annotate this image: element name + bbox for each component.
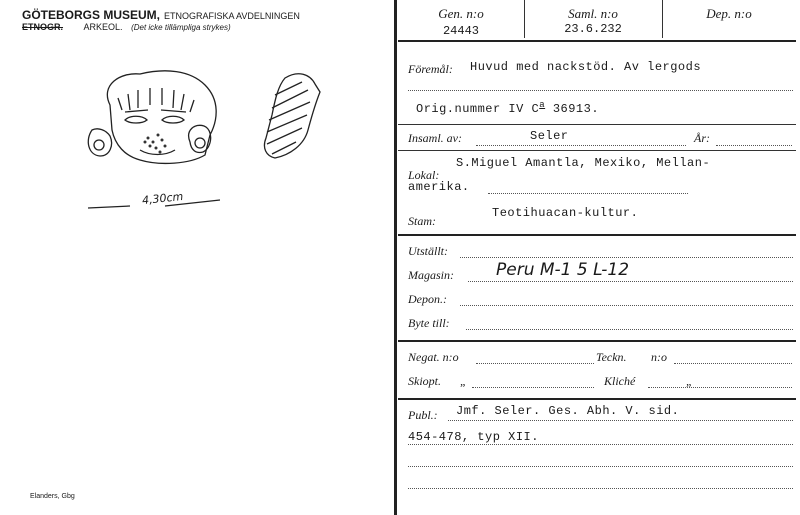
original-number-text: Orig.nummer IV C [416, 102, 540, 116]
negative-number-label: Negat. n:o [408, 350, 459, 364]
museum-name [22, 8, 300, 22]
drawing-number-label: Teckn. [596, 350, 627, 364]
culture-label: Stam: [408, 214, 436, 228]
gen-number-label: Gen. n:o [438, 6, 484, 21]
collector-value: Seler [530, 129, 569, 143]
dotted-line [408, 488, 793, 489]
archaeology-section: ARKEOL. [83, 22, 123, 32]
catalogue-card [398, 0, 800, 515]
deposit-number-label: Dep. n:o [706, 6, 752, 21]
slide-label: Skiopt. [408, 374, 441, 388]
dotted-line [488, 193, 688, 194]
printing-block-label: Kliché [604, 374, 636, 388]
locality-label: Lokal: [408, 168, 440, 182]
collector-label: Insaml. av: [408, 131, 462, 145]
dotted-line [448, 420, 793, 421]
head-front-view [88, 71, 216, 164]
object-label: Föremål: [408, 62, 453, 76]
dotted-line [468, 281, 793, 282]
dotted-line [466, 329, 793, 330]
culture-value: Teotihuacan-kultur. [492, 206, 639, 220]
original-number [416, 100, 599, 116]
dotted-line [648, 387, 792, 388]
museum-name-text: GÖTEBORGS MUSEUM, [22, 8, 161, 22]
department-name: ETNOGRAFISKA AVDELNINGEN [164, 11, 300, 21]
publication-line1: Jmf. Seler. Ges. Abh. V. sid. [456, 404, 680, 418]
collection-number-label: Saml. n:o [568, 6, 618, 21]
header-rule [398, 40, 796, 42]
storage-label: Magasin: [408, 268, 454, 282]
printing-block-ditto: „ [686, 374, 693, 388]
dotted-line [460, 257, 793, 258]
printer-label: Elanders, Gbg [30, 493, 75, 500]
scale-label: 4,30cm [141, 189, 184, 208]
struck-section: ETNOGR. [22, 22, 64, 32]
storage-value: Peru M-1 5 L-12 [496, 260, 630, 280]
year-label: År: [694, 131, 710, 145]
dotted-line [408, 90, 793, 91]
gen-number-value: 24443 [442, 24, 479, 38]
section-rule [398, 234, 796, 236]
section-line [22, 22, 231, 32]
section-rule [398, 398, 796, 400]
dotted-line [716, 145, 792, 146]
dotted-line [472, 387, 594, 388]
original-number-digits: 36913. [552, 102, 600, 116]
dotted-line [408, 466, 793, 467]
deposit-label: Depon.: [408, 292, 447, 306]
dotted-line [674, 363, 792, 364]
row-rule [398, 124, 796, 125]
exchange-label: Byte till: [408, 316, 450, 330]
original-number-sup: a [539, 100, 546, 110]
publication-line2: 454-478, typ XII. [408, 430, 539, 444]
dotted-line [460, 305, 793, 306]
row-rule [398, 150, 796, 151]
head-side-view [264, 74, 320, 158]
dotted-line [408, 444, 793, 445]
locality-value-line1: S.Miguel Amantla, Mexiko, Mellan- [456, 156, 711, 170]
object-value: Huvud med nackstöd. Av lergods [470, 60, 702, 74]
dotted-line [476, 145, 686, 146]
strike-note: (Det icke tillämpliga strykes) [131, 23, 231, 32]
card-divider [394, 0, 397, 515]
exhibited-label: Utställt: [408, 244, 449, 258]
head-shading [144, 134, 167, 154]
collection-number-value: 23.6.232 [564, 22, 622, 36]
dotted-line [476, 363, 594, 364]
artifact-sketch [70, 60, 340, 230]
publication-label: Publ.: [408, 408, 438, 422]
section-rule [398, 340, 796, 342]
locality-value-line2: amerika. [408, 180, 470, 194]
slide-ditto: „ [460, 374, 467, 388]
drawing-number-suffix: n:o [651, 350, 667, 364]
